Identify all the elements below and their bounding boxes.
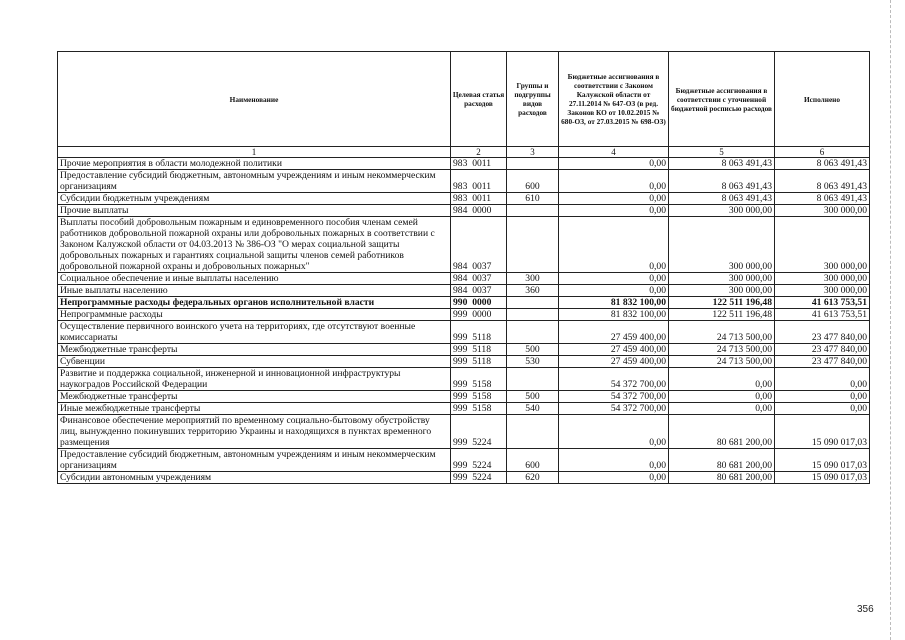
row-refined-allocation-cell: 300 000,00: [669, 217, 775, 273]
scan-edge-marks: [890, 0, 893, 640]
row-name-cell: Прочие мероприятия в области молодежной политики: [58, 158, 451, 170]
row-refined-allocation-cell: 24 713 500,00: [669, 321, 775, 344]
row-target-article-cell: 999 5158: [451, 368, 507, 391]
row-executed-cell: 300 000,00: [775, 205, 870, 217]
column-number: 4: [559, 147, 669, 158]
row-law-allocation-cell: 54 372 700,00: [559, 368, 669, 391]
row-expense-group-cell: 530: [507, 356, 559, 368]
table-row: [58, 273, 870, 285]
row-refined-allocation-cell: 8 063 491,43: [669, 170, 775, 193]
row-law-allocation-cell: 81 832 100,00: [559, 309, 669, 321]
row-name-cell: Осуществление первичного воинского учета на территориях, где отсутствуют военные комиссариаты: [58, 321, 451, 344]
row-name-cell: Субвенции: [58, 356, 451, 368]
row-expense-group-cell: [507, 297, 559, 309]
table-row: [58, 297, 870, 309]
row-name-cell: Непрограммные расходы: [58, 309, 451, 321]
row-target-article-cell: 999 5158: [451, 403, 507, 415]
row-name-cell: Предоставление субсидий бюджетным, автономным учреждениям и иным некоммерческим организациям: [58, 449, 451, 472]
row-executed-cell: 300 000,00: [775, 273, 870, 285]
row-executed-cell: 300 000,00: [775, 285, 870, 297]
table-header-row: [58, 52, 870, 147]
row-name-cell: Предоставление субсидий бюджетным, автономным учреждениям и иным некоммерческим организациям: [58, 170, 451, 193]
row-name-cell: Непрограммные расходы федеральных органов исполнительной власти: [58, 297, 451, 309]
row-refined-allocation-cell: 300 000,00: [669, 273, 775, 285]
row-target-article-cell: 984 0037: [451, 285, 507, 297]
row-expense-group-cell: 610: [507, 193, 559, 205]
row-law-allocation-cell: 54 372 700,00: [559, 391, 669, 403]
row-executed-cell: 23 477 840,00: [775, 356, 870, 368]
row-executed-cell: 0,00: [775, 368, 870, 391]
table-row: [58, 391, 870, 403]
row-name-cell: Прочие выплаты: [58, 205, 451, 217]
header-name: Наименование: [58, 52, 451, 147]
row-law-allocation-cell: 0,00: [559, 193, 669, 205]
column-number: 5: [669, 147, 775, 158]
row-target-article-cell: 999 5118: [451, 321, 507, 344]
header-expense-group: Группы и подгруппы видов расходов: [507, 52, 559, 147]
row-name-cell: Развитие и поддержка социальной, инженерной и инновационной инфраструктуры наукоградов Российской Федерации: [58, 368, 451, 391]
column-number-row: [58, 147, 870, 158]
row-expense-group-cell: 540: [507, 403, 559, 415]
row-executed-cell: 0,00: [775, 391, 870, 403]
table-row: [58, 321, 870, 344]
row-executed-cell: 41 613 753,51: [775, 297, 870, 309]
row-refined-allocation-cell: 0,00: [669, 368, 775, 391]
row-law-allocation-cell: 0,00: [559, 449, 669, 472]
row-executed-cell: 0,00: [775, 403, 870, 415]
row-expense-group-cell: [507, 205, 559, 217]
header-law-allocations: Бюджетные ассигнования в соответствии с Законом Калужской области от 27.11.2014 № 647-ОЗ (в ред. Законов КО от 10.02.2015 № 680-ОЗ, от 27.03.2015 № 698-ОЗ): [559, 52, 669, 147]
row-target-article-cell: 983 0011: [451, 158, 507, 170]
row-name-cell: Финансовое обеспечение мероприятий по временному социально-бытовому обустройству лиц, вынужденно покинувших территорию Украины и находящихся в пунктах временного размещения: [58, 415, 451, 449]
row-refined-allocation-cell: 24 713 500,00: [669, 356, 775, 368]
row-name-cell: Субсидии автономным учреждениям: [58, 472, 451, 484]
row-expense-group-cell: 620: [507, 472, 559, 484]
table-row: [58, 344, 870, 356]
row-law-allocation-cell: 54 372 700,00: [559, 403, 669, 415]
row-law-allocation-cell: 0,00: [559, 472, 669, 484]
row-refined-allocation-cell: 122 511 196,48: [669, 309, 775, 321]
row-target-article-cell: 999 5118: [451, 356, 507, 368]
table-row: [58, 449, 870, 472]
row-name-cell: Выплаты пособий добровольным пожарным и единовременного пособия членам семей работников добровольной пожарной охраны или добровольных пожарных в соответствии с Законом Калужской области от 04.03.2013 № 386-ОЗ "О мерах социальной защиты добровольных пожарных и гарантиях социальной защиты членов семей работников добровольной пожарной охраны и добровольных пожарных": [58, 217, 451, 273]
row-refined-allocation-cell: 80 681 200,00: [669, 472, 775, 484]
row-expense-group-cell: [507, 217, 559, 273]
row-law-allocation-cell: 81 832 100,00: [559, 297, 669, 309]
row-refined-allocation-cell: 24 713 500,00: [669, 344, 775, 356]
row-name-cell: Социальное обеспечение и иные выплаты населению: [58, 273, 451, 285]
row-refined-allocation-cell: 8 063 491,43: [669, 193, 775, 205]
row-expense-group-cell: 500: [507, 344, 559, 356]
budget-execution-table: [57, 51, 870, 484]
header-refined-allocations: Бюджетные ассигнования в соответствии с уточненной бюджетной росписью расходов: [669, 52, 775, 147]
table-row: [58, 193, 870, 205]
row-refined-allocation-cell: 0,00: [669, 403, 775, 415]
row-law-allocation-cell: 27 459 400,00: [559, 321, 669, 344]
row-expense-group-cell: [507, 415, 559, 449]
table-row: [58, 415, 870, 449]
row-refined-allocation-cell: 8 063 491,43: [669, 158, 775, 170]
column-number: 3: [507, 147, 559, 158]
row-law-allocation-cell: 0,00: [559, 415, 669, 449]
row-target-article-cell: 999 5158: [451, 391, 507, 403]
row-executed-cell: 15 090 017,03: [775, 449, 870, 472]
row-law-allocation-cell: 27 459 400,00: [559, 356, 669, 368]
row-law-allocation-cell: 0,00: [559, 170, 669, 193]
row-target-article-cell: 984 0037: [451, 273, 507, 285]
row-target-article-cell: 999 5224: [451, 415, 507, 449]
table-row: [58, 356, 870, 368]
row-expense-group-cell: 600: [507, 449, 559, 472]
row-target-article-cell: 999 0000: [451, 309, 507, 321]
row-executed-cell: 8 063 491,43: [775, 158, 870, 170]
column-number: 1: [58, 147, 451, 158]
page-number: 356: [857, 604, 874, 615]
row-expense-group-cell: [507, 368, 559, 391]
row-expense-group-cell: 600: [507, 170, 559, 193]
row-target-article-cell: 983 0011: [451, 193, 507, 205]
row-law-allocation-cell: 0,00: [559, 285, 669, 297]
table-row: [58, 158, 870, 170]
row-name-cell: Межбюджетные трансферты: [58, 391, 451, 403]
table-row: [58, 205, 870, 217]
row-expense-group-cell: 300: [507, 273, 559, 285]
table-row: [58, 309, 870, 321]
row-expense-group-cell: [507, 321, 559, 344]
row-refined-allocation-cell: 80 681 200,00: [669, 449, 775, 472]
row-executed-cell: 15 090 017,03: [775, 472, 870, 484]
row-expense-group-cell: [507, 309, 559, 321]
row-refined-allocation-cell: 0,00: [669, 391, 775, 403]
column-number: 6: [775, 147, 870, 158]
table-row: [58, 368, 870, 391]
row-name-cell: Межбюджетные трансферты: [58, 344, 451, 356]
table-body: [58, 158, 870, 484]
column-number: 2: [451, 147, 507, 158]
row-target-article-cell: 983 0011: [451, 170, 507, 193]
row-executed-cell: 23 477 840,00: [775, 321, 870, 344]
table-row: [58, 170, 870, 193]
header-executed: Исполнено: [775, 52, 870, 147]
row-executed-cell: 300 000,00: [775, 217, 870, 273]
row-name-cell: Иные выплаты населению: [58, 285, 451, 297]
header-target-article: Целевая статья расходов: [451, 52, 507, 147]
row-law-allocation-cell: 0,00: [559, 158, 669, 170]
table-row: [58, 285, 870, 297]
row-law-allocation-cell: 0,00: [559, 217, 669, 273]
row-name-cell: Субсидии бюджетным учреждениям: [58, 193, 451, 205]
row-target-article-cell: 990 0000: [451, 297, 507, 309]
row-refined-allocation-cell: 122 511 196,48: [669, 297, 775, 309]
row-law-allocation-cell: 0,00: [559, 273, 669, 285]
row-expense-group-cell: [507, 158, 559, 170]
row-law-allocation-cell: 0,00: [559, 205, 669, 217]
row-executed-cell: 15 090 017,03: [775, 415, 870, 449]
row-law-allocation-cell: 27 459 400,00: [559, 344, 669, 356]
row-target-article-cell: 999 5118: [451, 344, 507, 356]
row-expense-group-cell: 360: [507, 285, 559, 297]
row-refined-allocation-cell: 300 000,00: [669, 285, 775, 297]
row-executed-cell: 23 477 840,00: [775, 344, 870, 356]
row-target-article-cell: 999 5224: [451, 472, 507, 484]
row-executed-cell: 41 613 753,51: [775, 309, 870, 321]
row-target-article-cell: 984 0000: [451, 205, 507, 217]
row-target-article-cell: 999 5224: [451, 449, 507, 472]
row-target-article-cell: 984 0037: [451, 217, 507, 273]
row-expense-group-cell: 500: [507, 391, 559, 403]
row-executed-cell: 8 063 491,43: [775, 193, 870, 205]
row-refined-allocation-cell: 80 681 200,00: [669, 415, 775, 449]
table-row: [58, 403, 870, 415]
row-refined-allocation-cell: 300 000,00: [669, 205, 775, 217]
table-row: [58, 217, 870, 273]
row-name-cell: Иные межбюджетные трансферты: [58, 403, 451, 415]
row-executed-cell: 8 063 491,43: [775, 170, 870, 193]
table-row: [58, 472, 870, 484]
